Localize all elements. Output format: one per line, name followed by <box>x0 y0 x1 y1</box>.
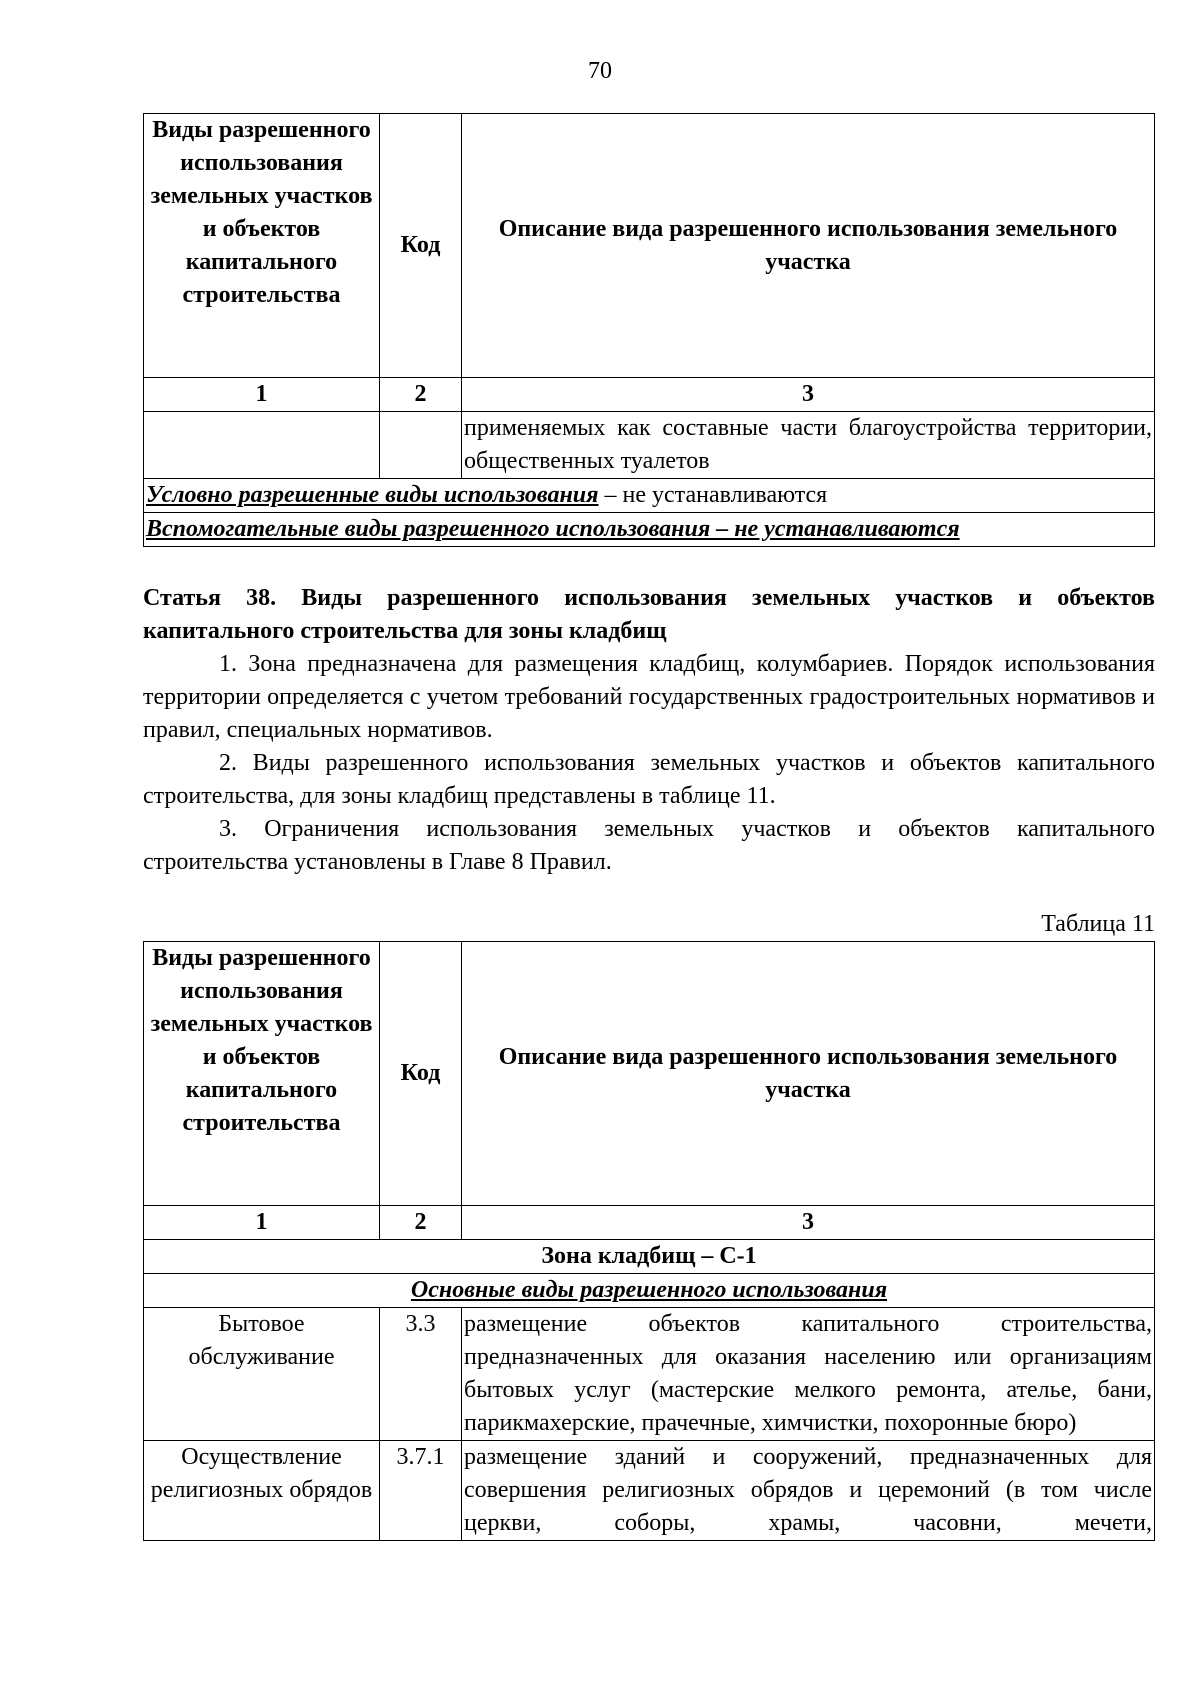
page-number: 70 <box>588 58 612 84</box>
use-name: Бытовое обслуживание <box>144 1308 380 1441</box>
column-number-2: 2 <box>380 1206 462 1240</box>
use-code: 3.3 <box>380 1308 462 1441</box>
header-code: Код <box>380 114 462 378</box>
section-title: Основные виды разрешенного использования <box>410 1277 888 1303</box>
table-11 <box>143 941 1155 1541</box>
zone-title: Зона кладбищ – С-1 <box>144 1240 1155 1274</box>
use-code: 3.7.1 <box>380 1441 462 1541</box>
auxiliary-uses-label: Вспомогательные виды разрешенного использования – не устанавливаются <box>146 516 960 542</box>
empty-cell <box>380 412 462 479</box>
table-caption: Таблица 11 <box>1041 911 1155 937</box>
use-name: Осуществление религиозных обрядов <box>144 1441 380 1541</box>
section-title-row <box>144 1274 1155 1308</box>
conditional-uses-value: – не устанавливаются <box>598 482 828 508</box>
paragraph-3: 3. Ограничения использования земельных участков и объектов капитального строительства установлены в Главе 8 Правил. <box>143 816 1155 875</box>
column-number-1: 1 <box>144 1206 380 1240</box>
paragraph-2: 2. Виды разрешенного использования земельных участков и объектов капитального строительства, для зоны кладбищ представлены в таблице 11. <box>143 750 1155 809</box>
conditional-uses-row <box>144 479 1155 513</box>
header-types-of-use: Виды разрешенного использования земельных участков и объектов капитального строительства <box>144 114 380 378</box>
paragraph-1: 1. Зона предназначена для размещения кладбищ, колумбариев. Порядок использования территории определяется с учетом требований государственных градостроительных нормативов и правил, специальных нормативов. <box>143 651 1155 743</box>
continued-description: применяемых как составные части благоустройства территории, общественных туалетов <box>462 412 1155 479</box>
column-number-3: 3 <box>462 1206 1155 1240</box>
conditional-uses-label: Условно разрешенные виды использования <box>146 482 599 508</box>
table-continued <box>143 113 1155 547</box>
auxiliary-uses-row <box>144 513 1155 547</box>
table-row <box>144 1441 1155 1541</box>
header-description: Описание вида разрешенного использования земельного участка <box>462 942 1155 1206</box>
use-description: размещение объектов капитального строительства, предназначенных для оказания населению или организациям бытовых услуг (мастерские мелкого ремонта, ателье, бани, парикмахерские, прачечные, химчистки, похоронные бюро) <box>462 1308 1155 1441</box>
header-types-of-use: Виды разрешенного использования земельных участков и объектов капитального строительства <box>144 942 380 1206</box>
column-number-3: 3 <box>462 378 1155 412</box>
column-number-2: 2 <box>380 378 462 412</box>
empty-cell <box>144 412 380 479</box>
header-description: Описание вида разрешенного использования земельного участка <box>462 114 1155 378</box>
use-description: размещение зданий и сооружений, предназначенных для совершения религиозных обрядов и церемоний (в том числе церкви, соборы, храмы, часовни, мечети, <box>462 1441 1155 1541</box>
column-number-1: 1 <box>144 378 380 412</box>
article-title: Статья 38. Виды разрешенного использования земельных участков и объектов капитального строительства для зоны кладбищ <box>143 585 1155 644</box>
article-38 <box>143 582 1155 879</box>
header-code: Код <box>380 942 462 1206</box>
table-row <box>144 1308 1155 1441</box>
